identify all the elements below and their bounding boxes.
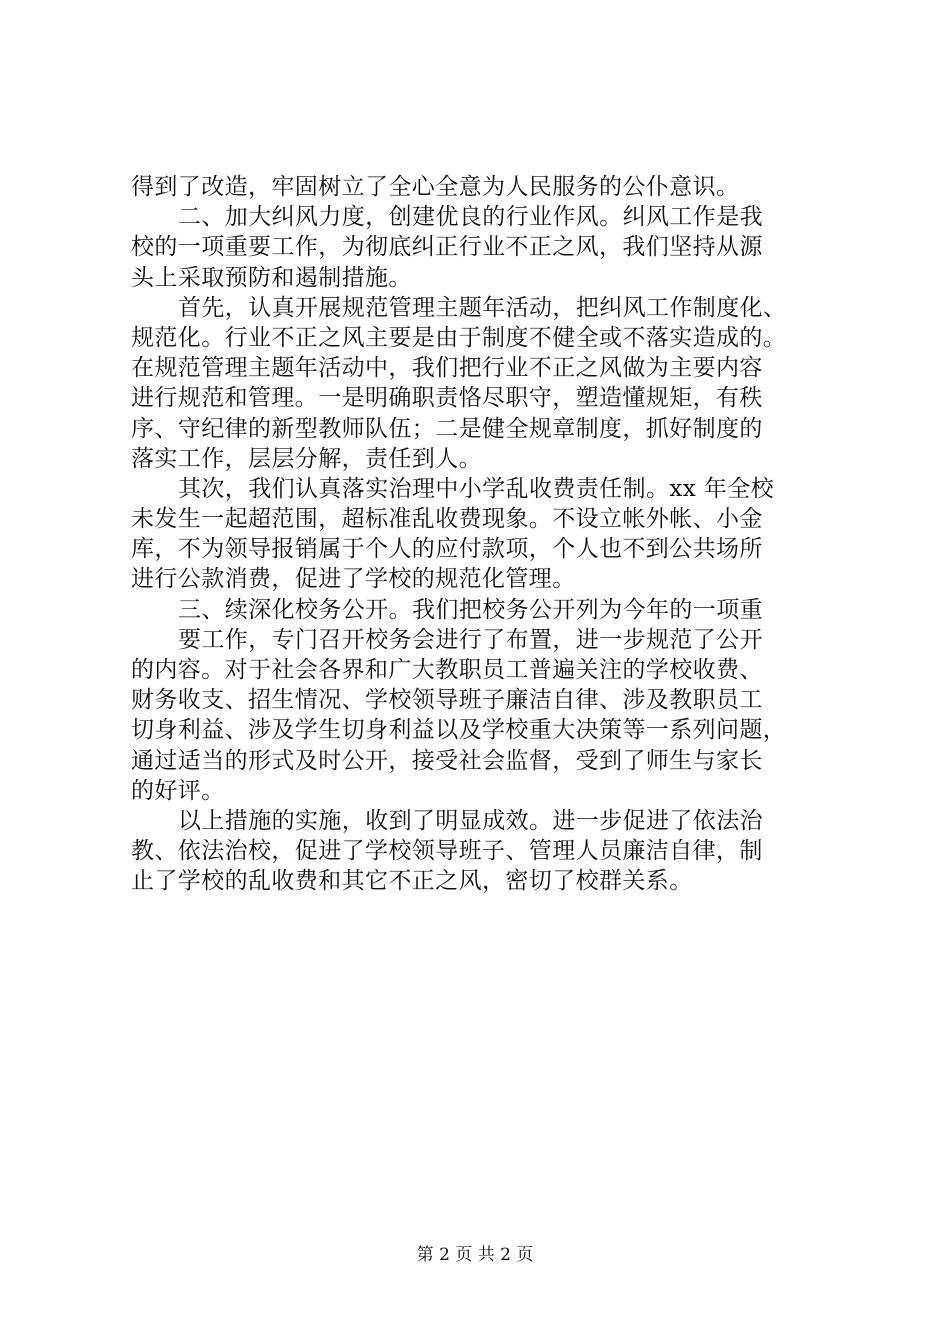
page-number-footer: 第 2 页 共 2 页: [416, 1245, 534, 1265]
text-line: 财务收支、招生情况、学校领导班子廉洁自律、涉及教职员工: [131, 687, 763, 714]
text-line: 校的一项重要工作，为彻底纠正行业不正之风，我们坚持从源: [131, 234, 763, 261]
text-line: 规范化。行业不正之风主要是由于制度不健全或不落实造成的。: [131, 324, 787, 351]
body-text: [131, 172, 831, 897]
text-line: 通过适当的形式及时公开，接受社会监督，受到了师生与家长: [131, 747, 763, 774]
text-line: 二、加大纠风力度，创建优良的行业作风。纠风工作是我: [178, 204, 763, 231]
text-line: 首先，认真开展规范管理主题年活动，把纠风工作制度化、: [178, 294, 787, 321]
text-line: 在规范管理主题年活动中，我们把行业不正之风做为主要内容: [131, 355, 763, 382]
text-line: 三、续深化校务公开。我们把校务公开列为今年的一项重: [178, 596, 763, 623]
text-line: 头上采取预防和遏制措施。: [131, 264, 412, 291]
text-line: 的内容。对于社会各界和广大教职员工普遍关注的学校收费、: [131, 657, 763, 683]
text-line: 库，不为领导报销属于个人的应付款项，个人也不到公共场所: [131, 536, 763, 563]
text-line: 落实工作，层层分解，责任到人。: [131, 445, 482, 472]
text-line: 其次，我们认真落实治理中小学乱收费责任制。xx 年全校: [178, 475, 775, 502]
text-line: 的好评。: [131, 777, 225, 804]
text-line: 进行公款消费，促进了学校的规范化管理。: [131, 566, 576, 593]
text-line: 要工作，专门召开校务会进行了布置，进一步规范了公开: [178, 626, 763, 653]
text-line: 以上措施的实施，收到了明显成效。进一步促进了依法治: [178, 807, 763, 834]
text-line: 教、依法治校，促进了学校领导班子、管理人员廉洁自律，制: [131, 838, 763, 865]
text-line: 止了学校的乱收费和其它不正之风，密切了校群关系。: [131, 868, 693, 895]
text-line: 序、守纪律的新型教师队伍；二是健全规章制度，抓好制度的: [131, 415, 763, 442]
text-line: 未发生一起超范围，超标准乱收费现象。不设立帐外帐、小金: [131, 506, 763, 533]
text-line: 进行规范和管理。一是明确职责恪尽职守，塑造懂规矩，有秩: [131, 385, 763, 412]
text-line: 切身利益、涉及学生切身利益以及学校重大决策等一系列问题，: [131, 717, 787, 744]
text-line: 得到了改造，牢固树立了全心全意为人民服务的公仆意识。: [131, 174, 740, 200]
